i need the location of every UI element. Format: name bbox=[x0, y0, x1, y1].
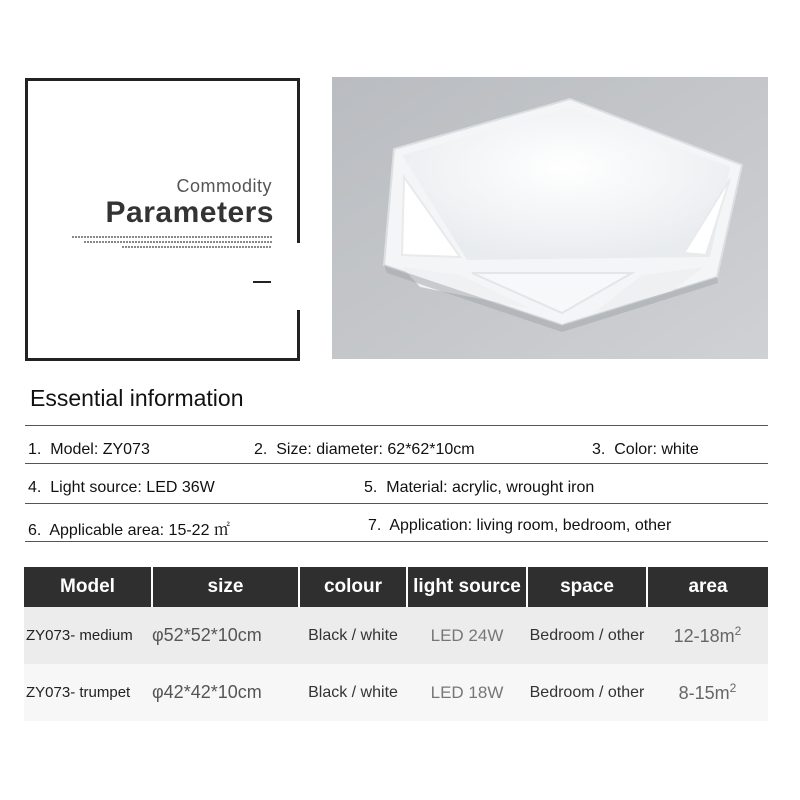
model-cell: ZY073- trumpet bbox=[24, 664, 152, 721]
frame-border bbox=[25, 358, 300, 361]
area-unit-exponent: 2 bbox=[729, 681, 737, 695]
column-header: size bbox=[152, 567, 299, 607]
light-source-cell: LED 24W bbox=[407, 607, 527, 664]
frame-dash bbox=[253, 281, 271, 283]
column-header: light source bbox=[407, 567, 527, 607]
table-row bbox=[24, 664, 768, 721]
info-item bbox=[28, 441, 150, 459]
info-text: Material: acrylic, wrought iron bbox=[386, 479, 595, 496]
info-text: Application: living room, bedroom, other bbox=[389, 517, 672, 534]
colour-cell: Black / white bbox=[299, 664, 407, 721]
pentagon-lamp-image bbox=[332, 77, 768, 359]
frame-border bbox=[297, 78, 300, 243]
banner-subtitle: Commodity bbox=[176, 176, 272, 196]
column-header: area bbox=[647, 567, 768, 607]
space-cell: Bedroom / other bbox=[527, 607, 647, 664]
divider bbox=[25, 463, 768, 464]
size-cell: φ42*42*10cm bbox=[152, 664, 299, 721]
area-value: 12-18m bbox=[673, 626, 735, 646]
frame-border bbox=[25, 78, 300, 81]
info-number: 1. bbox=[28, 441, 42, 458]
model-cell: ZY073- medium bbox=[24, 607, 152, 664]
frame-border bbox=[25, 78, 28, 361]
banner-fine-print bbox=[72, 236, 272, 251]
info-item bbox=[28, 479, 215, 497]
section-heading: Essential information bbox=[30, 385, 244, 411]
divider bbox=[25, 425, 768, 426]
info-number: 3. bbox=[592, 441, 606, 458]
info-item bbox=[254, 441, 475, 459]
parameters-banner bbox=[25, 78, 300, 361]
info-number: 6. bbox=[28, 522, 42, 539]
info-number: 5. bbox=[364, 479, 378, 496]
table-row bbox=[24, 607, 768, 664]
table-header-row bbox=[24, 567, 768, 607]
column-header: colour bbox=[299, 567, 407, 607]
info-item bbox=[364, 479, 594, 497]
column-header: space bbox=[527, 567, 647, 607]
info-text: Color: white bbox=[614, 441, 699, 458]
divider bbox=[25, 541, 768, 542]
info-item bbox=[28, 517, 230, 540]
area-unit-exponent: 2 bbox=[734, 624, 742, 638]
light-source-cell: LED 18W bbox=[407, 664, 527, 721]
info-item bbox=[368, 517, 671, 535]
info-text: Applicable area: 15-22 ㎡ bbox=[49, 522, 230, 539]
info-text: Model: ZY073 bbox=[50, 441, 150, 458]
info-number: 4. bbox=[28, 479, 42, 496]
product-photo bbox=[332, 77, 768, 359]
banner-title: Parameters bbox=[105, 196, 274, 229]
colour-cell: Black / white bbox=[299, 607, 407, 664]
info-number: 2. bbox=[254, 441, 268, 458]
area-cell bbox=[647, 664, 768, 721]
spec-table bbox=[24, 567, 768, 721]
space-cell: Bedroom / other bbox=[527, 664, 647, 721]
area-value: 8-15m bbox=[678, 683, 730, 703]
info-number: 7. bbox=[368, 517, 382, 534]
size-cell: φ52*52*10cm bbox=[152, 607, 299, 664]
area-cell bbox=[647, 607, 768, 664]
frame-border bbox=[297, 310, 300, 361]
column-header: Model bbox=[24, 567, 152, 607]
info-text: Light source: LED 36W bbox=[50, 479, 215, 496]
divider bbox=[25, 503, 768, 504]
info-item bbox=[592, 441, 699, 459]
info-text: Size: diameter: 62*62*10cm bbox=[276, 441, 475, 458]
